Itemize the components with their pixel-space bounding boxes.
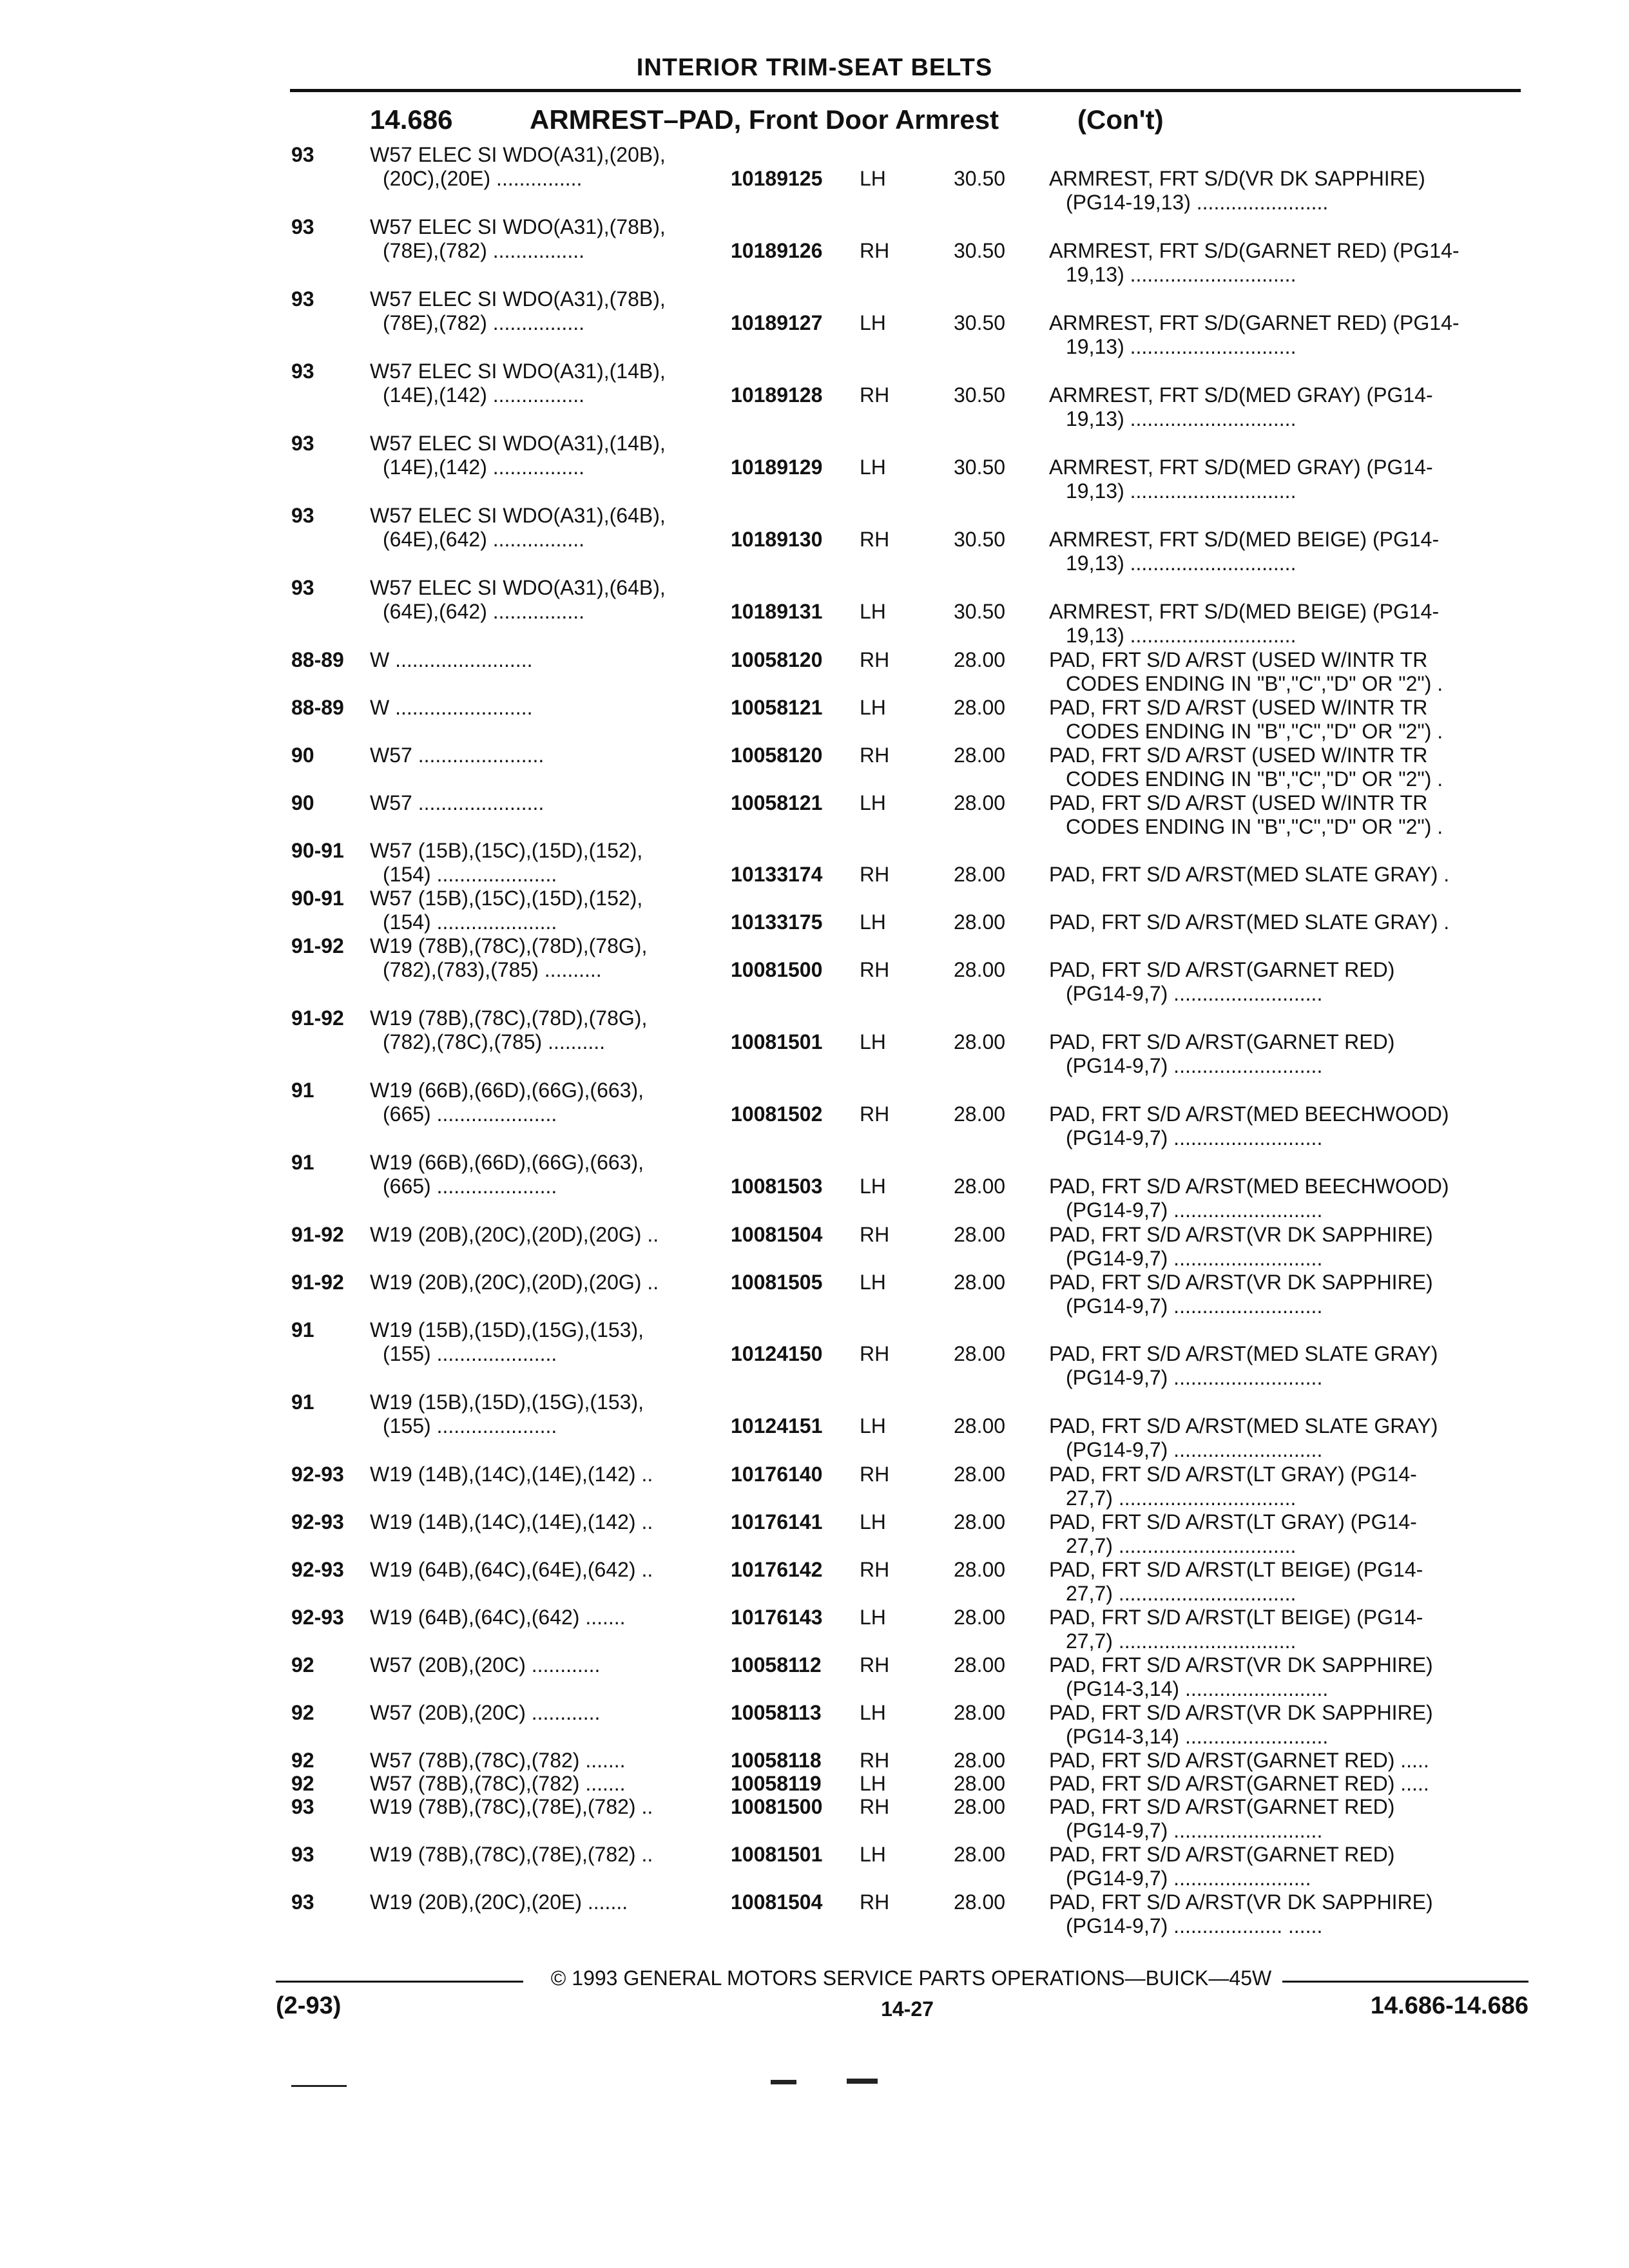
row-part-name: ARMREST, FRT S/D(MED BEIGE) (PG14- (1049, 528, 1440, 551)
row-price: 28.00 (954, 1223, 1006, 1246)
row-description: W19 (78B),(78C),(78D),(78G), (370, 1006, 648, 1030)
row-side: LH (860, 1271, 886, 1294)
row-part-name-cont: 19,13) ............................. (1066, 479, 1296, 503)
row-description-cont: (155) ..................... (383, 1414, 557, 1437)
row-description: W57 (78B),(78C),(782) ....... (370, 1749, 626, 1772)
row-part-name-cont: (PG14-9,7) .......................... (1066, 1054, 1323, 1077)
row-price: 28.00 (954, 1271, 1006, 1294)
row-part-name-cont: 19,13) ............................. (1066, 263, 1296, 286)
row-price: 28.00 (954, 958, 1006, 981)
section-continued-label: (Con't) (1077, 104, 1164, 135)
row-part-name-cont: (PG14-3,14) ......................... (1066, 1677, 1329, 1700)
row-part-name: PAD, FRT S/D A/RST(MED SLATE GRAY) . (1049, 910, 1450, 934)
row-part-name: PAD, FRT S/D A/RST(LT GRAY) (PG14- (1049, 1463, 1417, 1486)
row-price: 28.00 (954, 1890, 1006, 1914)
section-title: ARMREST–PAD, Front Door Armrest (530, 104, 999, 135)
row-description: W19 (78B),(78C),(78D),(78G), (370, 934, 648, 957)
row-part-number: 10189130 (731, 528, 823, 551)
row-price: 28.00 (954, 1653, 1006, 1677)
row-part-number: 10176143 (731, 1606, 823, 1629)
row-year: 91-92 (291, 1271, 344, 1294)
row-side: RH (860, 528, 890, 551)
row-part-name: PAD, FRT S/D A/RST(GARNET RED) ..... (1049, 1749, 1429, 1772)
row-part-number: 10176140 (731, 1463, 823, 1486)
row-year: 91-92 (291, 1223, 344, 1246)
row-description: W57 ...................... (370, 791, 545, 814)
row-description: W19 (20B),(20C),(20E) ....... (370, 1890, 628, 1914)
row-price: 28.00 (954, 1175, 1006, 1198)
row-part-name: PAD, FRT S/D A/RST(VR DK SAPPHIRE) (1049, 1890, 1433, 1914)
row-price: 28.00 (954, 744, 1006, 767)
row-price: 30.50 (954, 528, 1006, 551)
row-description: W19 (78B),(78C),(78E),(782) .. (370, 1843, 653, 1866)
row-part-name-cont: (PG14-9,7) .......................... (1066, 1294, 1323, 1318)
row-description: W57 ELEC SI WDO(A31),(64B), (370, 576, 666, 599)
row-side: RH (860, 958, 890, 981)
row-side: RH (860, 1102, 890, 1126)
row-side: LH (860, 1175, 886, 1198)
row-year: 93 (291, 360, 314, 383)
footer-page-number: 14-27 (881, 1997, 934, 2021)
footer-date: (2-93) (276, 1992, 342, 2019)
row-part-name-cont: 27,7) ............................... (1066, 1486, 1296, 1510)
row-part-name-cont: (PG14-9,7) .......................... (1066, 1366, 1323, 1389)
row-part-number: 10189129 (731, 456, 823, 479)
row-side: LH (860, 456, 886, 479)
row-part-number: 10058112 (731, 1653, 822, 1677)
row-year: 92 (291, 1701, 314, 1724)
row-price: 30.50 (954, 456, 1006, 479)
page-header-title: INTERIOR TRIM-SEAT BELTS (636, 54, 993, 81)
row-part-name: PAD, FRT S/D A/RST(LT BEIGE) (PG14- (1049, 1606, 1423, 1629)
row-description: W57 (15B),(15C),(15D),(152), (370, 887, 643, 910)
row-part-name-cont: CODES ENDING IN "B","C","D" OR "2") . (1066, 815, 1443, 838)
scan-mark (771, 2080, 796, 2084)
row-part-name: ARMREST, FRT S/D(GARNET RED) (PG14- (1049, 239, 1460, 262)
row-part-number: 10189131 (731, 600, 823, 623)
row-part-name: PAD, FRT S/D A/RST(GARNET RED) (1049, 1030, 1395, 1053)
row-year: 92-93 (291, 1463, 344, 1486)
row-price: 28.00 (954, 1606, 1006, 1629)
row-part-name-cont: (PG14-9,7) .......................... (1066, 1247, 1323, 1270)
row-part-name: PAD, FRT S/D A/RST(VR DK SAPPHIRE) (1049, 1271, 1433, 1294)
row-description: W19 (20B),(20C),(20D),(20G) .. (370, 1223, 659, 1246)
row-description: W ........................ (370, 696, 533, 719)
row-part-name-cont: 27,7) ............................... (1066, 1534, 1296, 1557)
row-price: 28.00 (954, 863, 1006, 886)
row-year: 88-89 (291, 648, 344, 671)
row-year: 92-93 (291, 1606, 344, 1629)
row-price: 28.00 (954, 1701, 1006, 1724)
row-part-name: PAD, FRT S/D A/RST (USED W/INTR TR (1049, 744, 1428, 767)
row-side: LH (860, 1606, 886, 1629)
row-part-name-cont: 19,13) ............................. (1066, 335, 1296, 358)
row-side: RH (860, 1749, 890, 1772)
row-side: LH (860, 600, 886, 623)
row-part-name: PAD, FRT S/D A/RST(GARNET RED) (1049, 1795, 1395, 1818)
row-side: RH (860, 744, 890, 767)
row-part-name: PAD, FRT S/D A/RST(MED SLATE GRAY) (1049, 1414, 1438, 1437)
row-year: 92 (291, 1653, 314, 1677)
row-part-number: 10058121 (731, 696, 823, 719)
row-description: W19 (66B),(66D),(66G),(663), (370, 1151, 644, 1174)
row-year: 93 (291, 1890, 314, 1914)
row-description: W57 ELEC SI WDO(A31),(20B), (370, 143, 666, 166)
row-side: RH (860, 648, 890, 671)
row-description: W57 ELEC SI WDO(A31),(14B), (370, 432, 666, 455)
row-part-name-cont: 27,7) ............................... (1066, 1629, 1296, 1653)
row-part-number: 10081505 (731, 1271, 823, 1294)
row-price: 28.00 (954, 910, 1006, 934)
row-part-name: PAD, FRT S/D A/RST (USED W/INTR TR (1049, 791, 1428, 814)
row-part-number: 10081500 (731, 958, 823, 981)
row-price: 30.50 (954, 239, 1006, 262)
row-part-number: 10124151 (731, 1414, 823, 1437)
row-side: LH (860, 311, 886, 334)
row-part-number: 10176142 (731, 1558, 823, 1581)
row-year: 91 (291, 1390, 314, 1414)
row-description-cont: (665) ..................... (383, 1175, 557, 1198)
row-year: 93 (291, 287, 314, 311)
row-year: 91-92 (291, 934, 344, 957)
section-code: 14.686 (370, 104, 453, 135)
row-part-number: 10124150 (731, 1342, 823, 1365)
row-part-name-cont: (PG14-9,7) ................... ...... (1066, 1914, 1323, 1937)
row-part-number: 10081502 (731, 1102, 823, 1126)
row-part-name-cont: CODES ENDING IN "B","C","D" OR "2") . (1066, 672, 1443, 695)
row-description: W57 ELEC SI WDO(A31),(64B), (370, 504, 666, 527)
row-year: 92-93 (291, 1558, 344, 1581)
row-price: 30.50 (954, 167, 1006, 190)
footer-copyright: © 1993 GENERAL MOTORS SERVICE PARTS OPERATIONS—BUICK—45W (550, 1966, 1272, 1990)
row-price: 28.00 (954, 696, 1006, 719)
row-price: 28.00 (954, 791, 1006, 814)
row-year: 93 (291, 215, 314, 238)
row-part-name: PAD, FRT S/D A/RST (USED W/INTR TR (1049, 696, 1428, 719)
row-part-name-cont: 27,7) ............................... (1066, 1582, 1296, 1605)
row-year: 93 (291, 1795, 314, 1818)
row-description-cont: (14E),(142) ................ (383, 456, 584, 479)
row-description: W57 ELEC SI WDO(A31),(78B), (370, 215, 666, 238)
row-part-number: 10081503 (731, 1175, 823, 1198)
row-price: 28.00 (954, 1843, 1006, 1866)
row-part-number: 10189126 (731, 239, 823, 262)
row-side: RH (860, 1223, 890, 1246)
row-part-name-cont: 19,13) ............................. (1066, 407, 1296, 430)
row-side: RH (860, 1653, 890, 1677)
row-part-number: 10176141 (731, 1510, 823, 1533)
row-side: RH (860, 383, 890, 407)
row-part-number: 10058121 (731, 791, 823, 814)
row-side: LH (860, 791, 886, 814)
row-description: W19 (15B),(15D),(15G),(153), (370, 1390, 644, 1414)
row-year: 91 (291, 1151, 314, 1174)
row-part-name-cont: CODES ENDING IN "B","C","D" OR "2") . (1066, 767, 1443, 791)
row-year: 91 (291, 1318, 314, 1341)
row-side: RH (860, 1890, 890, 1914)
row-description: W19 (20B),(20C),(20D),(20G) .. (370, 1271, 659, 1294)
row-part-name: PAD, FRT S/D A/RST(VR DK SAPPHIRE) (1049, 1223, 1433, 1246)
row-part-name: PAD, FRT S/D A/RST(GARNET RED) (1049, 958, 1395, 981)
row-year: 92 (291, 1749, 314, 1772)
row-part-number: 10058120 (731, 744, 823, 767)
row-part-name: ARMREST, FRT S/D(GARNET RED) (PG14- (1049, 311, 1460, 334)
row-description: W19 (15B),(15D),(15G),(153), (370, 1318, 644, 1341)
row-description: W19 (66B),(66D),(66G),(663), (370, 1079, 644, 1102)
row-description-cont: (78E),(782) ................ (383, 239, 584, 262)
row-description: W19 (64B),(64C),(642) ....... (370, 1606, 626, 1629)
row-side: RH (860, 1795, 890, 1818)
row-side: LH (860, 1843, 886, 1866)
row-price: 28.00 (954, 1414, 1006, 1437)
row-side: RH (860, 863, 890, 886)
row-description: W57 (20B),(20C) ............ (370, 1653, 601, 1677)
row-side: RH (860, 1463, 890, 1486)
row-description: W57 ELEC SI WDO(A31),(78B), (370, 287, 666, 311)
row-description: W19 (14B),(14C),(14E),(142) .. (370, 1510, 653, 1533)
row-side: LH (860, 1510, 886, 1533)
row-part-name: ARMREST, FRT S/D(VR DK SAPPHIRE) (1049, 167, 1425, 190)
row-side: LH (860, 1414, 886, 1437)
row-part-number: 10081500 (731, 1795, 823, 1818)
row-description: W57 ...................... (370, 744, 545, 767)
row-price: 28.00 (954, 1510, 1006, 1533)
row-part-name: ARMREST, FRT S/D(MED BEIGE) (PG14- (1049, 600, 1440, 623)
row-part-number: 10081501 (731, 1843, 823, 1866)
row-part-name-cont: CODES ENDING IN "B","C","D" OR "2") . (1066, 720, 1443, 743)
row-part-name: PAD, FRT S/D A/RST(MED SLATE GRAY) (1049, 1342, 1438, 1365)
row-description: W57 (20B),(20C) ............ (370, 1701, 601, 1724)
row-description-cont: (782),(78C),(785) .......... (383, 1030, 605, 1053)
row-part-number: 10058118 (731, 1749, 822, 1772)
row-part-number: 10189127 (731, 311, 823, 334)
row-price: 30.50 (954, 383, 1006, 407)
row-description-cont: (782),(783),(785) .......... (383, 958, 602, 981)
row-description: W57 (15B),(15C),(15D),(152), (370, 839, 643, 862)
row-part-name-cont: (PG14-9,7) .......................... (1066, 1198, 1323, 1222)
row-part-number: 10189128 (731, 383, 823, 407)
row-year: 92 (291, 1772, 314, 1795)
row-description-cont: (154) ..................... (383, 910, 557, 934)
row-part-number: 10081501 (731, 1030, 823, 1053)
row-part-name: PAD, FRT S/D A/RST(LT BEIGE) (PG14- (1049, 1558, 1423, 1581)
row-description: W57 (78B),(78C),(782) ....... (370, 1772, 626, 1795)
row-side: RH (860, 1558, 890, 1581)
scan-mark (291, 2085, 347, 2087)
scan-mark (847, 2079, 878, 2084)
row-side: RH (860, 239, 890, 262)
row-description-cont: (155) ..................... (383, 1342, 557, 1365)
row-side: LH (860, 1701, 886, 1724)
row-description-cont: (14E),(142) ................ (383, 383, 584, 407)
row-part-name-cont: 19,13) ............................. (1066, 552, 1296, 575)
row-year: 93 (291, 576, 314, 599)
row-year: 90-91 (291, 887, 344, 910)
row-year: 91 (291, 1079, 314, 1102)
row-side: LH (860, 696, 886, 719)
row-part-name-cont: (PG14-9,7) ........................ (1066, 1867, 1311, 1890)
row-side: LH (860, 1030, 886, 1053)
row-side: LH (860, 910, 886, 934)
row-year: 93 (291, 504, 314, 527)
row-year: 91-92 (291, 1006, 344, 1030)
row-part-name: PAD, FRT S/D A/RST(VR DK SAPPHIRE) (1049, 1653, 1433, 1677)
row-part-name-cont: (PG14-3,14) ......................... (1066, 1725, 1329, 1748)
footer-section-range: 14.686-14.686 (1370, 1992, 1528, 2019)
row-part-name: PAD, FRT S/D A/RST(GARNET RED) (1049, 1843, 1395, 1866)
row-part-name: ARMREST, FRT S/D(MED GRAY) (PG14- (1049, 456, 1433, 479)
row-price: 28.00 (954, 1772, 1006, 1795)
row-part-name-cont: 19,13) ............................. (1066, 624, 1296, 647)
row-description-cont: (20C),(20E) ............... (383, 167, 583, 190)
row-description-cont: (78E),(782) ................ (383, 311, 584, 334)
row-part-name-cont: (PG14-19,13) ....................... (1066, 191, 1329, 214)
row-description: W57 ELEC SI WDO(A31),(14B), (370, 360, 666, 383)
row-description: W19 (78B),(78C),(78E),(782) .. (370, 1795, 653, 1818)
row-part-name-cont: (PG14-9,7) .......................... (1066, 1126, 1323, 1149)
row-part-number: 10081504 (731, 1890, 823, 1914)
row-price: 30.50 (954, 600, 1006, 623)
row-year: 90 (291, 791, 314, 814)
row-part-name: PAD, FRT S/D A/RST(MED BEECHWOOD) (1049, 1175, 1449, 1198)
row-description: W ........................ (370, 648, 533, 671)
row-part-number: 10058113 (731, 1701, 822, 1724)
row-part-name: PAD, FRT S/D A/RST (USED W/INTR TR (1049, 648, 1428, 671)
row-part-name: PAD, FRT S/D A/RST(LT GRAY) (PG14- (1049, 1510, 1417, 1533)
row-description: W19 (14B),(14C),(14E),(142) .. (370, 1463, 653, 1486)
row-price: 28.00 (954, 1030, 1006, 1053)
row-price: 28.00 (954, 1342, 1006, 1365)
row-price: 28.00 (954, 1463, 1006, 1486)
row-description-cont: (154) ..................... (383, 863, 557, 886)
row-part-number: 10133175 (731, 910, 823, 934)
row-price: 28.00 (954, 1749, 1006, 1772)
row-year: 93 (291, 1843, 314, 1866)
row-description: W19 (64B),(64C),(64E),(642) .. (370, 1558, 653, 1581)
row-year: 92-93 (291, 1510, 344, 1533)
row-price: 28.00 (954, 1102, 1006, 1126)
row-part-name: PAD, FRT S/D A/RST(GARNET RED) ..... (1049, 1772, 1429, 1795)
row-part-number: 10081504 (731, 1223, 823, 1246)
row-description-cont: (665) ..................... (383, 1102, 557, 1126)
row-part-number: 10189125 (731, 167, 823, 190)
row-part-number: 10058119 (731, 1772, 822, 1795)
row-year: 93 (291, 143, 314, 166)
row-price: 28.00 (954, 1795, 1006, 1818)
row-price: 28.00 (954, 1558, 1006, 1581)
row-part-name-cont: (PG14-9,7) .......................... (1066, 982, 1323, 1005)
row-side: LH (860, 167, 886, 190)
row-description-cont: (64E),(642) ................ (383, 528, 584, 551)
row-year: 90-91 (291, 839, 344, 862)
row-side: LH (860, 1772, 886, 1795)
row-description-cont: (64E),(642) ................ (383, 600, 584, 623)
row-year: 93 (291, 432, 314, 455)
row-part-name: PAD, FRT S/D A/RST(MED SLATE GRAY) . (1049, 863, 1450, 886)
row-year: 90 (291, 744, 314, 767)
row-part-name: ARMREST, FRT S/D(MED GRAY) (PG14- (1049, 383, 1433, 407)
row-part-name: PAD, FRT S/D A/RST(MED BEECHWOOD) (1049, 1102, 1449, 1126)
row-part-name-cont: (PG14-9,7) .......................... (1066, 1819, 1323, 1842)
row-year: 88-89 (291, 696, 344, 719)
row-price: 28.00 (954, 648, 1006, 671)
row-part-name: PAD, FRT S/D A/RST(VR DK SAPPHIRE) (1049, 1701, 1433, 1724)
row-side: RH (860, 1342, 890, 1365)
row-part-name-cont: (PG14-9,7) .......................... (1066, 1438, 1323, 1461)
row-part-number: 10133174 (731, 863, 823, 886)
row-part-number: 10058120 (731, 648, 823, 671)
row-price: 30.50 (954, 311, 1006, 334)
